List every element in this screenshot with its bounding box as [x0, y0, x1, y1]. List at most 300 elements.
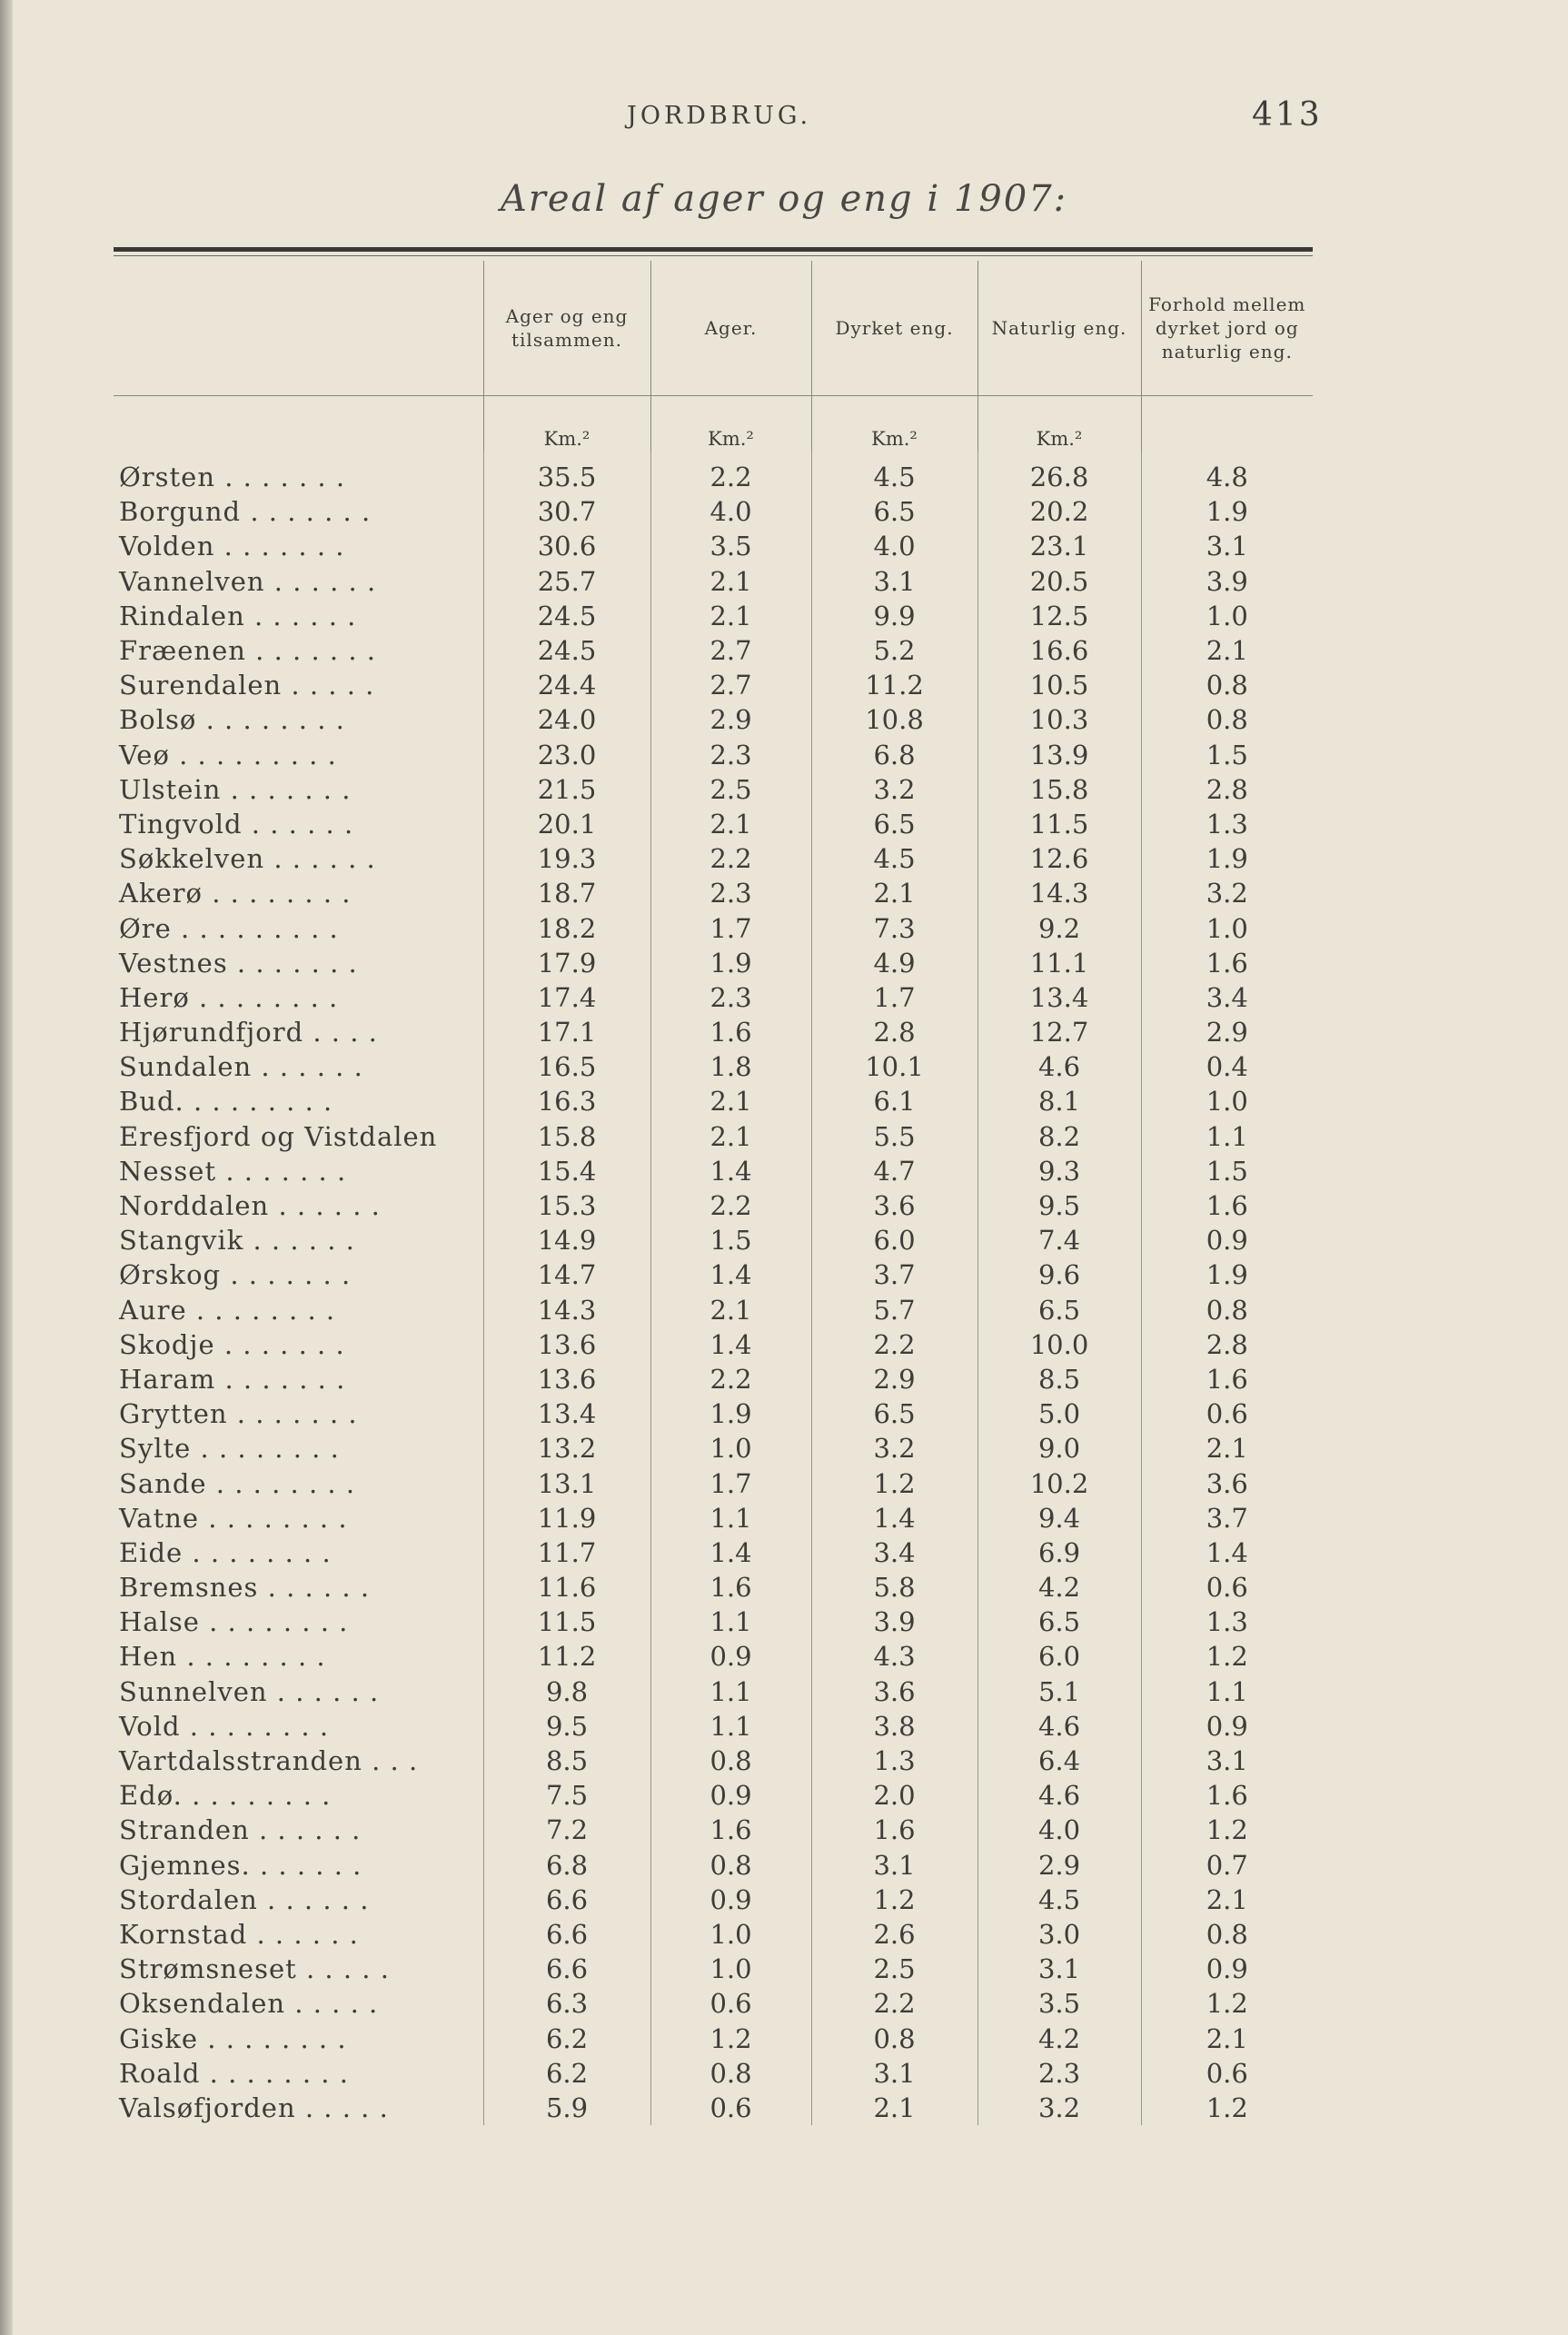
total-cell: 7.2 — [483, 1813, 650, 1847]
naturlig-eng-cell: 5.0 — [978, 1396, 1141, 1431]
municipality-cell: Hen . . . . . . . . — [119, 1641, 326, 1673]
naturlig-eng-cell: 4.0 — [978, 1813, 1141, 1847]
ager-cell: 1.4 — [650, 1257, 811, 1292]
ager-cell: 2.9 — [650, 702, 811, 737]
naturlig-eng-cell: 10.5 — [978, 668, 1141, 702]
naturlig-eng-cell: 8.5 — [978, 1362, 1141, 1396]
municipality-cell: Sundalen . . . . . . — [119, 1051, 363, 1083]
naturlig-eng-cell: 3.1 — [978, 1952, 1141, 1986]
table-row — [114, 1293, 1313, 1327]
ager-cell: 0.9 — [650, 1883, 811, 1917]
forhold-cell: 0.6 — [1141, 1570, 1313, 1605]
table-row — [114, 946, 1313, 980]
ager-cell: 1.8 — [650, 1049, 811, 1084]
column-header-naturlig-eng: Naturlig eng. — [978, 261, 1141, 396]
municipality-cell: Stranden . . . . . . — [119, 1814, 362, 1846]
ager-cell: 2.1 — [650, 599, 811, 633]
naturlig-eng-cell: 9.6 — [978, 1257, 1141, 1292]
ager-cell: 2.3 — [650, 876, 811, 910]
table-row — [114, 1883, 1313, 1917]
naturlig-eng-cell: 6.5 — [978, 1605, 1141, 1639]
ager-cell: 2.7 — [650, 668, 811, 702]
naturlig-eng-cell: 10.0 — [978, 1327, 1141, 1362]
table-row — [114, 1084, 1313, 1118]
total-cell: 17.4 — [483, 980, 650, 1015]
municipality-cell: Vestnes . . . . . . . — [119, 947, 358, 979]
naturlig-eng-cell: 12.5 — [978, 599, 1141, 633]
dyrket-eng-cell: 6.5 — [811, 494, 978, 529]
forhold-cell: 1.9 — [1141, 1257, 1313, 1292]
ager-cell: 2.1 — [650, 807, 811, 841]
forhold-cell: 3.6 — [1141, 1466, 1313, 1500]
dyrket-eng-cell: 6.5 — [811, 1396, 978, 1431]
forhold-cell: 3.2 — [1141, 876, 1313, 910]
table-row — [114, 1778, 1313, 1813]
total-cell: 11.2 — [483, 1639, 650, 1674]
forhold-cell: 0.9 — [1141, 1952, 1313, 1986]
dyrket-eng-cell: 2.2 — [811, 1327, 978, 1362]
naturlig-eng-cell: 11.5 — [978, 807, 1141, 841]
forhold-cell: 1.2 — [1141, 2091, 1313, 2125]
dyrket-eng-cell: 3.6 — [811, 1674, 978, 1709]
ager-cell: 2.7 — [650, 633, 811, 668]
municipality-cell: Borgund . . . . . . . — [119, 496, 372, 528]
column-header-dyrket-eng: Dyrket eng. — [811, 261, 978, 396]
ager-cell: 1.7 — [650, 910, 811, 945]
ager-cell: 2.1 — [650, 1119, 811, 1154]
municipality-cell: Ulstein . . . . . . . — [119, 773, 352, 805]
ager-cell: 1.1 — [650, 1605, 811, 1639]
table-row — [114, 1154, 1313, 1188]
total-cell: 11.5 — [483, 1605, 650, 1639]
table-row — [114, 564, 1313, 599]
total-cell: 35.5 — [483, 460, 650, 494]
municipality-cell: Grytten . . . . . . . — [119, 1398, 358, 1430]
page-number: 413 — [1252, 96, 1323, 134]
municipality-cell: Strømsneset . . . . . — [119, 1953, 390, 1985]
total-cell: 24.0 — [483, 702, 650, 737]
naturlig-eng-cell: 20.2 — [978, 494, 1141, 529]
forhold-cell: 1.9 — [1141, 494, 1313, 529]
units-row — [114, 396, 1313, 452]
forhold-cell: 1.2 — [1141, 1813, 1313, 1847]
table-row — [114, 980, 1313, 1015]
municipality-cell: Halse . . . . . . . . — [119, 1606, 349, 1638]
total-cell: 24.5 — [483, 599, 650, 633]
total-cell: 24.4 — [483, 668, 650, 702]
table-row — [114, 702, 1313, 737]
municipality-cell: Vartdalsstranden . . . — [119, 1745, 419, 1777]
municipality-cell: Eresfjord og Vistdalen — [119, 1120, 438, 1152]
ager-cell: 2.1 — [650, 1293, 811, 1327]
dyrket-eng-cell: 10.1 — [811, 1049, 978, 1084]
naturlig-eng-cell: 5.1 — [978, 1674, 1141, 1709]
dyrket-eng-cell: 2.5 — [811, 1952, 978, 1986]
dyrket-eng-cell: 6.1 — [811, 1084, 978, 1118]
table-row — [114, 668, 1313, 702]
dyrket-eng-cell: 3.8 — [811, 1709, 978, 1744]
forhold-cell: 0.8 — [1141, 1917, 1313, 1952]
ager-cell: 1.4 — [650, 1327, 811, 1362]
naturlig-eng-cell: 12.7 — [978, 1015, 1141, 1049]
table-row — [114, 1466, 1313, 1500]
naturlig-eng-cell: 4.5 — [978, 1883, 1141, 1917]
dyrket-eng-cell: 5.7 — [811, 1293, 978, 1327]
municipality-cell: Kornstad . . . . . . — [119, 1918, 359, 1950]
table-row — [114, 807, 1313, 841]
municipality-cell: Fræenen . . . . . . . — [119, 635, 376, 667]
total-cell: 6.6 — [483, 1952, 650, 1986]
naturlig-eng-cell: 6.4 — [978, 1744, 1141, 1778]
unit-label: Km.² — [483, 396, 650, 452]
dyrket-eng-cell: 4.7 — [811, 1154, 978, 1188]
municipality-cell: Nesset . . . . . . . — [119, 1155, 347, 1187]
naturlig-eng-cell: 10.3 — [978, 702, 1141, 737]
ager-cell: 1.9 — [650, 1396, 811, 1431]
total-cell: 7.5 — [483, 1778, 650, 1813]
column-header-total: Ager og eng tilsammen. — [483, 261, 650, 396]
naturlig-eng-cell: 12.6 — [978, 841, 1141, 876]
total-cell: 11.6 — [483, 1570, 650, 1605]
total-cell: 30.6 — [483, 529, 650, 563]
table-row — [114, 1952, 1313, 1986]
naturlig-eng-cell: 3.2 — [978, 2091, 1141, 2125]
forhold-cell: 3.4 — [1141, 980, 1313, 1015]
naturlig-eng-cell: 8.2 — [978, 1119, 1141, 1154]
table-row — [114, 1327, 1313, 1362]
forhold-cell: 0.6 — [1141, 2056, 1313, 2091]
ager-cell: 1.1 — [650, 1501, 811, 1535]
naturlig-eng-cell: 23.1 — [978, 529, 1141, 563]
municipality-cell: Eide . . . . . . . . — [119, 1536, 332, 1568]
dyrket-eng-cell: 11.2 — [811, 668, 978, 702]
dyrket-eng-cell: 5.5 — [811, 1119, 978, 1154]
table-row — [114, 529, 1313, 563]
ager-cell: 1.9 — [650, 946, 811, 980]
dyrket-eng-cell: 3.9 — [811, 1605, 978, 1639]
total-cell: 30.7 — [483, 494, 650, 529]
municipality-cell: Vold . . . . . . . . — [119, 1710, 330, 1742]
dyrket-eng-cell: 7.3 — [811, 910, 978, 945]
dyrket-eng-cell: 4.3 — [811, 1639, 978, 1674]
forhold-cell: 1.0 — [1141, 1084, 1313, 1118]
dyrket-eng-cell: 5.8 — [811, 1570, 978, 1605]
dyrket-eng-cell: 4.5 — [811, 460, 978, 494]
unit-label — [1141, 396, 1313, 452]
table-row — [114, 1362, 1313, 1396]
total-cell: 13.1 — [483, 1466, 650, 1500]
naturlig-eng-cell: 11.1 — [978, 946, 1141, 980]
naturlig-eng-cell: 14.3 — [978, 876, 1141, 910]
table-row — [114, 1813, 1313, 1847]
total-cell: 21.5 — [483, 772, 650, 807]
forhold-cell: 3.1 — [1141, 529, 1313, 563]
municipality-cell: Giske . . . . . . . . — [119, 2022, 347, 2054]
forhold-cell: 2.1 — [1141, 633, 1313, 668]
municipality-cell: Bud. . . . . . . . . — [119, 1086, 333, 1118]
dyrket-eng-cell: 2.6 — [811, 1917, 978, 1952]
table-row — [114, 494, 1313, 529]
ager-cell: 1.6 — [650, 1570, 811, 1605]
forhold-cell: 1.1 — [1141, 1119, 1313, 1154]
municipality-cell: Edø. . . . . . . . . — [119, 1780, 332, 1812]
forhold-cell: 0.8 — [1141, 1293, 1313, 1327]
naturlig-eng-cell: 15.8 — [978, 772, 1141, 807]
municipality-cell: Herø . . . . . . . . — [119, 981, 339, 1013]
forhold-cell: 0.9 — [1141, 1709, 1313, 1744]
municipality-cell: Vannelven . . . . . . — [119, 565, 377, 597]
dyrket-eng-cell: 3.6 — [811, 1188, 978, 1223]
table-row — [114, 2091, 1313, 2125]
dyrket-eng-cell: 3.7 — [811, 1257, 978, 1292]
table-row — [114, 1223, 1313, 1257]
total-cell: 15.8 — [483, 1119, 650, 1154]
table-row — [114, 1570, 1313, 1605]
total-cell: 17.1 — [483, 1015, 650, 1049]
table-row — [114, 2056, 1313, 2091]
table-row — [114, 1396, 1313, 1431]
page-edge — [0, 0, 13, 2335]
total-cell: 14.3 — [483, 1293, 650, 1327]
forhold-cell: 1.6 — [1141, 1362, 1313, 1396]
naturlig-eng-cell: 4.6 — [978, 1778, 1141, 1813]
total-cell: 5.9 — [483, 2091, 650, 2125]
forhold-cell: 0.6 — [1141, 1396, 1313, 1431]
municipality-cell: Skodje . . . . . . . — [119, 1328, 345, 1360]
naturlig-eng-cell: 6.5 — [978, 1293, 1141, 1327]
dyrket-eng-cell: 3.2 — [811, 1431, 978, 1466]
municipality-cell: Aure . . . . . . . . — [119, 1294, 336, 1326]
municipality-cell: Roald . . . . . . . . — [119, 2057, 349, 2089]
dyrket-eng-cell: 0.8 — [811, 2021, 978, 2055]
ager-cell: 2.2 — [650, 841, 811, 876]
table-row — [114, 460, 1313, 494]
table-row — [114, 876, 1313, 910]
naturlig-eng-cell: 9.3 — [978, 1154, 1141, 1188]
title-rule — [114, 247, 1313, 252]
total-cell: 13.4 — [483, 1396, 650, 1431]
ager-cell: 1.6 — [650, 1813, 811, 1847]
dyrket-eng-cell: 2.2 — [811, 1986, 978, 2021]
forhold-cell: 1.5 — [1141, 1154, 1313, 1188]
total-cell: 13.6 — [483, 1362, 650, 1396]
municipality-cell: Norddalen . . . . . . — [119, 1190, 381, 1222]
naturlig-eng-cell: 2.3 — [978, 2056, 1141, 2091]
dyrket-eng-cell: 3.2 — [811, 772, 978, 807]
naturlig-eng-cell: 4.6 — [978, 1709, 1141, 1744]
total-cell: 16.5 — [483, 1049, 650, 1084]
dyrket-eng-cell: 3.1 — [811, 1848, 978, 1883]
ager-cell: 3.5 — [650, 529, 811, 563]
total-cell: 18.2 — [483, 910, 650, 945]
total-cell: 16.3 — [483, 1084, 650, 1118]
ager-cell: 0.6 — [650, 1986, 811, 2021]
ager-cell: 2.2 — [650, 1362, 811, 1396]
naturlig-eng-cell: 7.4 — [978, 1223, 1141, 1257]
total-cell: 25.7 — [483, 564, 650, 599]
ager-cell: 0.9 — [650, 1639, 811, 1674]
unit-label: Km.² — [978, 396, 1141, 452]
forhold-cell: 0.7 — [1141, 1848, 1313, 1883]
forhold-cell: 0.4 — [1141, 1049, 1313, 1084]
ager-cell: 1.2 — [650, 2021, 811, 2055]
total-cell: 20.1 — [483, 807, 650, 841]
table-row — [114, 1015, 1313, 1049]
ager-cell: 1.0 — [650, 1917, 811, 1952]
forhold-cell: 2.1 — [1141, 1431, 1313, 1466]
ager-cell: 0.8 — [650, 1848, 811, 1883]
dyrket-eng-cell: 1.2 — [811, 1883, 978, 1917]
municipality-cell: Ørsten . . . . . . . — [119, 462, 346, 493]
forhold-cell: 2.8 — [1141, 772, 1313, 807]
total-cell: 11.9 — [483, 1501, 650, 1535]
naturlig-eng-cell: 20.5 — [978, 564, 1141, 599]
municipality-cell: Akerø . . . . . . . . — [119, 878, 352, 909]
naturlig-eng-cell: 9.2 — [978, 910, 1141, 945]
municipality-cell: Veø . . . . . . . . . — [119, 739, 337, 770]
total-cell: 11.7 — [483, 1535, 650, 1570]
dyrket-eng-cell: 2.1 — [811, 2091, 978, 2125]
dyrket-eng-cell: 10.8 — [811, 702, 978, 737]
municipality-cell: Valsøfjorden . . . . . — [119, 2092, 389, 2123]
municipality-cell: Bolsø . . . . . . . . — [119, 704, 345, 736]
ager-cell: 0.8 — [650, 1744, 811, 1778]
ager-cell: 2.2 — [650, 1188, 811, 1223]
ager-cell: 2.2 — [650, 460, 811, 494]
table-row — [114, 1674, 1313, 1709]
forhold-cell: 1.6 — [1141, 1778, 1313, 1813]
table-row — [114, 2021, 1313, 2055]
municipality-cell: Oksendalen . . . . . — [119, 1988, 379, 2020]
municipality-cell: Sylte . . . . . . . . — [119, 1433, 340, 1465]
dyrket-eng-cell: 1.2 — [811, 1466, 978, 1500]
forhold-cell: 1.0 — [1141, 910, 1313, 945]
total-cell: 6.8 — [483, 1848, 650, 1883]
dyrket-eng-cell: 3.1 — [811, 564, 978, 599]
total-cell: 19.3 — [483, 841, 650, 876]
naturlig-eng-cell: 9.0 — [978, 1431, 1141, 1466]
forhold-cell: 1.4 — [1141, 1535, 1313, 1570]
table-row — [114, 1744, 1313, 1778]
total-cell: 6.6 — [483, 1917, 650, 1952]
table-body — [114, 396, 1313, 2126]
table-row — [114, 1431, 1313, 1466]
forhold-cell: 1.2 — [1141, 1639, 1313, 1674]
dyrket-eng-cell: 4.5 — [811, 841, 978, 876]
ager-cell: 1.5 — [650, 1223, 811, 1257]
table-row — [114, 738, 1313, 772]
table-row — [114, 1188, 1313, 1223]
units-spacer — [114, 451, 1313, 460]
naturlig-eng-cell: 9.5 — [978, 1188, 1141, 1223]
total-cell: 17.9 — [483, 946, 650, 980]
forhold-cell: 1.6 — [1141, 1188, 1313, 1223]
forhold-cell: 2.9 — [1141, 1015, 1313, 1049]
municipality-cell: Volden . . . . . . . — [119, 531, 345, 562]
column-header-ager: Ager. — [650, 261, 811, 396]
ager-cell: 1.4 — [650, 1535, 811, 1570]
total-cell: 9.8 — [483, 1674, 650, 1709]
total-cell: 24.5 — [483, 633, 650, 668]
ager-cell: 2.3 — [650, 980, 811, 1015]
municipality-cell: Surendalen . . . . . — [119, 670, 375, 701]
table-row — [114, 1535, 1313, 1570]
forhold-cell: 1.6 — [1141, 946, 1313, 980]
total-cell: 8.5 — [483, 1744, 650, 1778]
units-corner — [114, 396, 483, 452]
ager-cell: 2.3 — [650, 738, 811, 772]
dyrket-eng-cell: 1.7 — [811, 980, 978, 1015]
total-cell: 15.3 — [483, 1188, 650, 1223]
dyrket-eng-cell: 2.0 — [811, 1778, 978, 1813]
total-cell: 14.7 — [483, 1257, 650, 1292]
table-row — [114, 910, 1313, 945]
ager-cell: 0.9 — [650, 1778, 811, 1813]
table-row — [114, 599, 1313, 633]
municipality-cell: Rindalen . . . . . . — [119, 600, 357, 631]
table-row — [114, 1917, 1313, 1952]
ager-cell: 1.0 — [650, 1431, 811, 1466]
forhold-cell: 3.7 — [1141, 1501, 1313, 1535]
table-row — [114, 1639, 1313, 1674]
title-rule-thin — [114, 255, 1313, 256]
column-header-row — [114, 261, 1313, 396]
table-row — [114, 1257, 1313, 1292]
table-row — [114, 1848, 1313, 1883]
municipality-cell: Søkkelven . . . . . . — [119, 843, 376, 875]
header-corner — [114, 261, 483, 396]
naturlig-eng-cell: 10.2 — [978, 1466, 1141, 1500]
total-cell: 6.2 — [483, 2056, 650, 2091]
dyrket-eng-cell: 6.0 — [811, 1223, 978, 1257]
dyrket-eng-cell: 2.1 — [811, 876, 978, 910]
dyrket-eng-cell: 6.8 — [811, 738, 978, 772]
forhold-cell: 3.1 — [1141, 1744, 1313, 1778]
forhold-cell: 1.3 — [1141, 807, 1313, 841]
municipality-cell: Sande . . . . . . . . — [119, 1467, 356, 1499]
ager-cell: 0.8 — [650, 2056, 811, 2091]
municipality-cell: Hjørundfjord . . . . — [119, 1017, 378, 1048]
forhold-cell: 1.5 — [1141, 738, 1313, 772]
ager-cell: 1.6 — [650, 1015, 811, 1049]
naturlig-eng-cell: 13.9 — [978, 738, 1141, 772]
forhold-cell: 1.9 — [1141, 841, 1313, 876]
naturlig-eng-cell: 9.4 — [978, 1501, 1141, 1535]
naturlig-eng-cell: 8.1 — [978, 1084, 1141, 1118]
forhold-cell: 1.2 — [1141, 1986, 1313, 2021]
dyrket-eng-cell: 1.3 — [811, 1744, 978, 1778]
municipality-cell: Øre . . . . . . . . . — [119, 912, 339, 944]
naturlig-eng-cell: 3.5 — [978, 1986, 1141, 2021]
ager-cell: 2.1 — [650, 1084, 811, 1118]
total-cell: 6.6 — [483, 1883, 650, 1917]
table-row — [114, 1709, 1313, 1744]
table-row — [114, 633, 1313, 668]
naturlig-eng-cell: 16.6 — [978, 633, 1141, 668]
naturlig-eng-cell: 3.0 — [978, 1917, 1141, 1952]
total-cell: 9.5 — [483, 1709, 650, 1744]
dyrket-eng-cell: 2.8 — [811, 1015, 978, 1049]
ager-cell: 1.1 — [650, 1709, 811, 1744]
total-cell: 13.2 — [483, 1431, 650, 1466]
municipality-cell: Haram . . . . . . . — [119, 1363, 346, 1395]
column-header-forhold: Forhold mellem dyrket jord og naturlig eng. — [1141, 261, 1313, 396]
table-title: Areal af ager og eng i 1907: — [500, 178, 1068, 220]
naturlig-eng-cell: 6.9 — [978, 1535, 1141, 1570]
forhold-cell: 0.9 — [1141, 1223, 1313, 1257]
total-cell: 14.9 — [483, 1223, 650, 1257]
municipality-cell: Sunnelven . . . . . . — [119, 1675, 380, 1707]
